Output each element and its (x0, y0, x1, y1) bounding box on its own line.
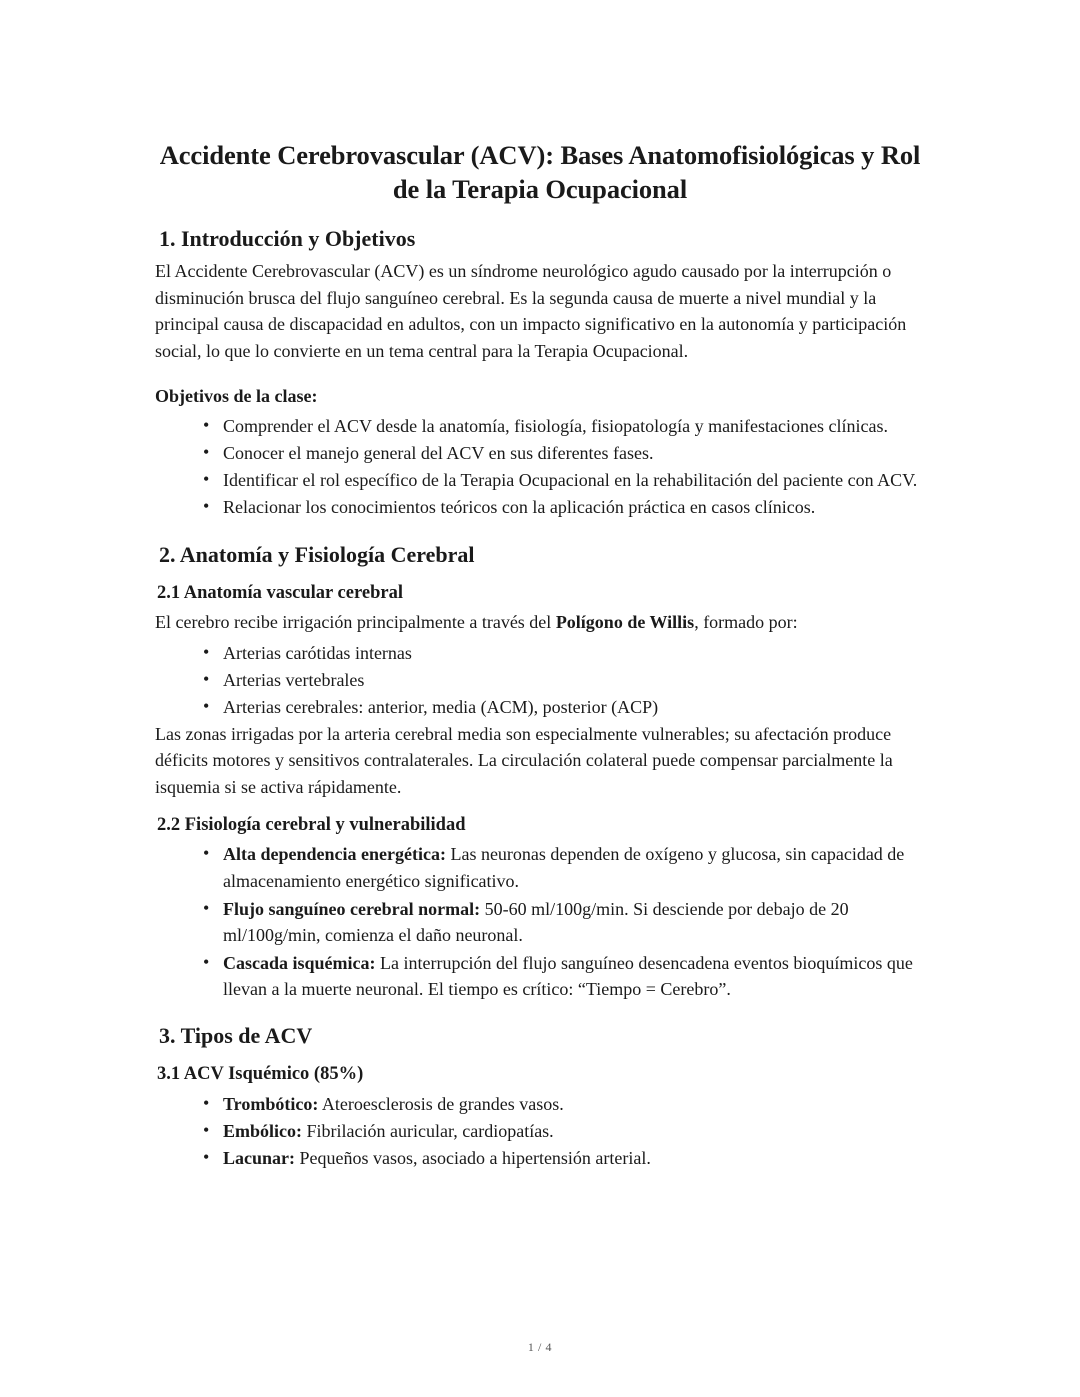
list-item (203, 950, 925, 1002)
objectives-list (155, 413, 925, 520)
fisiologia-list (155, 841, 925, 1002)
list-item (203, 841, 925, 893)
subsection-heading-acv-isquemico: 3.1 ACV Isquémico (85%) (157, 1064, 364, 1085)
list-item: • Comprender el ACV desde la anatomía, fisiología, fisiopatología y manifestaciones clínicas. (203, 413, 925, 439)
list-item-term: Lacunar: (223, 1147, 295, 1168)
list-item-term: Trombótico: (223, 1093, 319, 1114)
section-heading-anatomia-fisiologia: 2. Anatomía y Fisiología Cerebral (159, 541, 475, 567)
list-item-text: Fibrilación auricular, cardiopatías. (302, 1120, 554, 1141)
lead-text-before: El cerebro recibe irrigación principalmente a través del (155, 612, 556, 633)
list-item: • Conocer el manejo general del ACV en sus diferentes fases. (203, 440, 925, 466)
objectives-label: Objetivos de la clase: (155, 386, 318, 407)
list-item-term: Cascada isquémica: (223, 952, 376, 973)
paragraph-introduccion: El Accidente Cerebrovascular (ACV) es un síndrome neurológico agudo causado por la interrupción o disminución brusca del flujo sanguíneo cerebral. Es la segunda causa de muerte a nivel mundial y la principal causa de discapacidad en adultos, con un impacto significativo en la autonomía y participación social, lo que lo convierte en un tema central para la Terapia Ocupacional. (155, 261, 907, 361)
list-item: • Arterias carótidas internas (203, 640, 925, 666)
section-heading-tipos-acv: 3. Tipos de ACV (159, 1022, 313, 1048)
list-item (203, 1118, 925, 1144)
paragraph-arteria-cerebral-media: Las zonas irrigadas por la arteria cerebral media son especialmente vulnerables; su afectación produce déficits motores y sensitivos contralaterales. La circulación colateral puede compensar parcialmente la isquemia si se activa rápidamente. (155, 723, 893, 797)
page-footer: 1 / 4 (527, 1340, 553, 1354)
list-item-text: La interrupción del flujo sanguíneo desencadena eventos bioquímicos que llevan a la muerte neuronal. El tiempo es crítico: “Tiempo = Cerebro”. (223, 952, 913, 999)
paragraph-poligono-willis (155, 609, 925, 635)
page-title: Accidente Cerebrovascular (ACV): Bases Anatomofisiológicas y Rol de la Terapia Ocupacional (159, 140, 921, 205)
list-item-term: Embólico: (223, 1120, 302, 1141)
list-item: • Relacionar los conocimientos teóricos con la aplicación práctica en casos clínicos. (203, 494, 925, 520)
list-item-text: Las neuronas dependen de oxígeno y glucosa, sin capacidad de almacenamiento energético significativo. (223, 844, 905, 891)
list-item: • Arterias cerebrales: anterior, media (ACM), posterior (ACP) (203, 694, 925, 720)
lead-text-after: , formado por: (694, 612, 798, 633)
subsection-heading-fisiologia-vulnerabilidad: 2.2 Fisiología cerebral y vulnerabilidad (157, 815, 466, 836)
list-item-text: 50-60 ml/100g/min. Si desciende por debajo de 20 ml/100g/min, comienza el daño neuronal. (223, 898, 849, 945)
list-item-term: Alta dependencia energética: (223, 844, 446, 865)
list-item-text: Ateroesclerosis de grandes vasos. (318, 1093, 564, 1114)
lead-text-bold: Polígono de Willis (555, 612, 695, 633)
arterias-list (155, 640, 925, 720)
list-item (203, 1145, 925, 1171)
list-item: • Identificar el rol específico de la Terapia Ocupacional en la rehabilitación del paciente con ACV. (203, 467, 925, 493)
subsection-heading-anatomia-vascular: 2.1 Anatomía vascular cerebral (157, 583, 403, 604)
list-item-text: Pequeños vasos, asociado a hipertensión arterial. (295, 1147, 651, 1168)
section-heading-introduccion: 1. Introducción y Objetivos (159, 225, 416, 251)
list-item (203, 896, 925, 948)
list-item (203, 1091, 925, 1117)
acv-isquemico-list (155, 1091, 925, 1171)
list-item: • Arterias vertebrales (203, 667, 925, 693)
list-item-term: Flujo sanguíneo cerebral normal: (223, 898, 481, 919)
